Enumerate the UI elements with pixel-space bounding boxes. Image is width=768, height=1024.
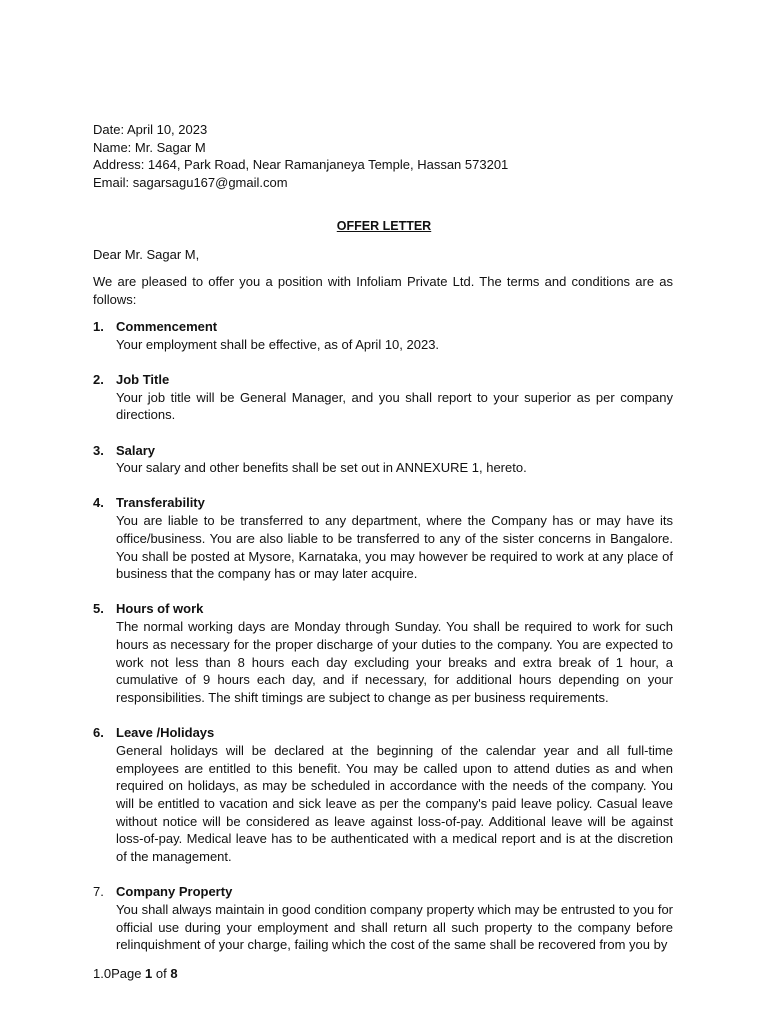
clause-job-title [93,371,673,424]
recipient-details [93,121,693,192]
clause-heading: Hours of work [116,601,204,617]
clause-heading: Job Title [116,371,170,387]
document-title: OFFER LETTER [336,219,432,233]
clause-leave-holidays [93,724,673,866]
clause-heading: Leave /Holidays [116,725,215,741]
total-pages-number: 8 [170,966,178,981]
name-line: Name: Mr. Sagar M [93,139,206,155]
clause-number: 5. [93,601,104,617]
clause-transferability [93,494,673,583]
clause-heading: Commencement [116,319,218,334]
clause-heading: Company Property [116,884,233,900]
clause-heading: Salary [116,442,156,458]
clause-body: The normal working days are Monday through Sunday. You shall be required to work for such hours as necessary for the proper discharge of your duties to the company. You are expected to work not less than 8 hours each day excluding your breaks and extra break of 1 hour, a cumulative of 9 hours each day, and if necessary, for additional hours depending on your responsibilities. The shift timings are subject to change as per business requirements. [116,619,673,705]
intro-paragraph: We are pleased to offer you a position with Infoliam Private Ltd. The terms and conditions are as follows: [93,274,673,307]
footer-of: of [152,966,171,981]
clause-number: 6. [93,725,104,741]
clause-hours-of-work [93,600,673,706]
footer-prefix: 1.0Page [93,966,146,981]
clause-heading: Transferability [116,495,205,511]
clause-number: 2. [93,371,104,387]
clause-body: You are liable to be transferred to any department, where the Company has or may have its office/business. You are also liable to be transferred to any of the sister concerns in Bangalore. You shall be posted at Mysore, Karnataka, you may however be required to work at any place of business that the company has or may later acquire. [116,513,673,582]
clause-body: General holidays will be declared at the beginning of the calendar year and all full-time employees are entitled to this benefit. You may be called upon to attend duties as and when required on holidays, as may be scheduled in accordance with the needs of the company. You will be entitled to vacation and sick leave as per the company's paid leave policy. Casual leave without notice will be considered as leave against loss-of-pay. Additional leave will be against loss-of-pay. Medical leave has to be authenticated with a medical report and is at the discretion of the management. [116,742,673,865]
date-line: Date: April 10, 2023 [93,122,208,137]
clause-body: Your job title will be General Manager, and you shall report to your superior as per company directions. [116,389,673,423]
clause-number: 1. [93,319,104,334]
email-line: Email: sagarsagu167@gmail.com [93,175,288,191]
address-line: Address: 1464, Park Road, Near Ramanjaneya Temple, Hassan 573201 [93,157,509,173]
salutation: Dear Mr. Sagar M, [93,247,200,262]
clause-salary [93,442,673,477]
clause-number: 7. [93,884,104,900]
page-footer [93,965,178,983]
clause-body: You shall always maintain in good condition company property which may be entrusted to you for official use during your employment and shall return all such property to the company before relinquishment of your charge, failing which the cost of the same shall be recovered from you by [116,901,673,953]
clause-number: 4. [93,495,104,511]
clause-list [93,318,673,972]
current-page-number: 1 [145,966,153,981]
clause-commencement [93,318,673,353]
clause-company-property [93,883,673,954]
clause-body: Your employment shall be effective, as of April 10, 2023. [116,336,440,352]
clause-body: Your salary and other benefits shall be set out in ANNEXURE 1, hereto. [116,460,527,476]
clause-number: 3. [93,442,104,458]
